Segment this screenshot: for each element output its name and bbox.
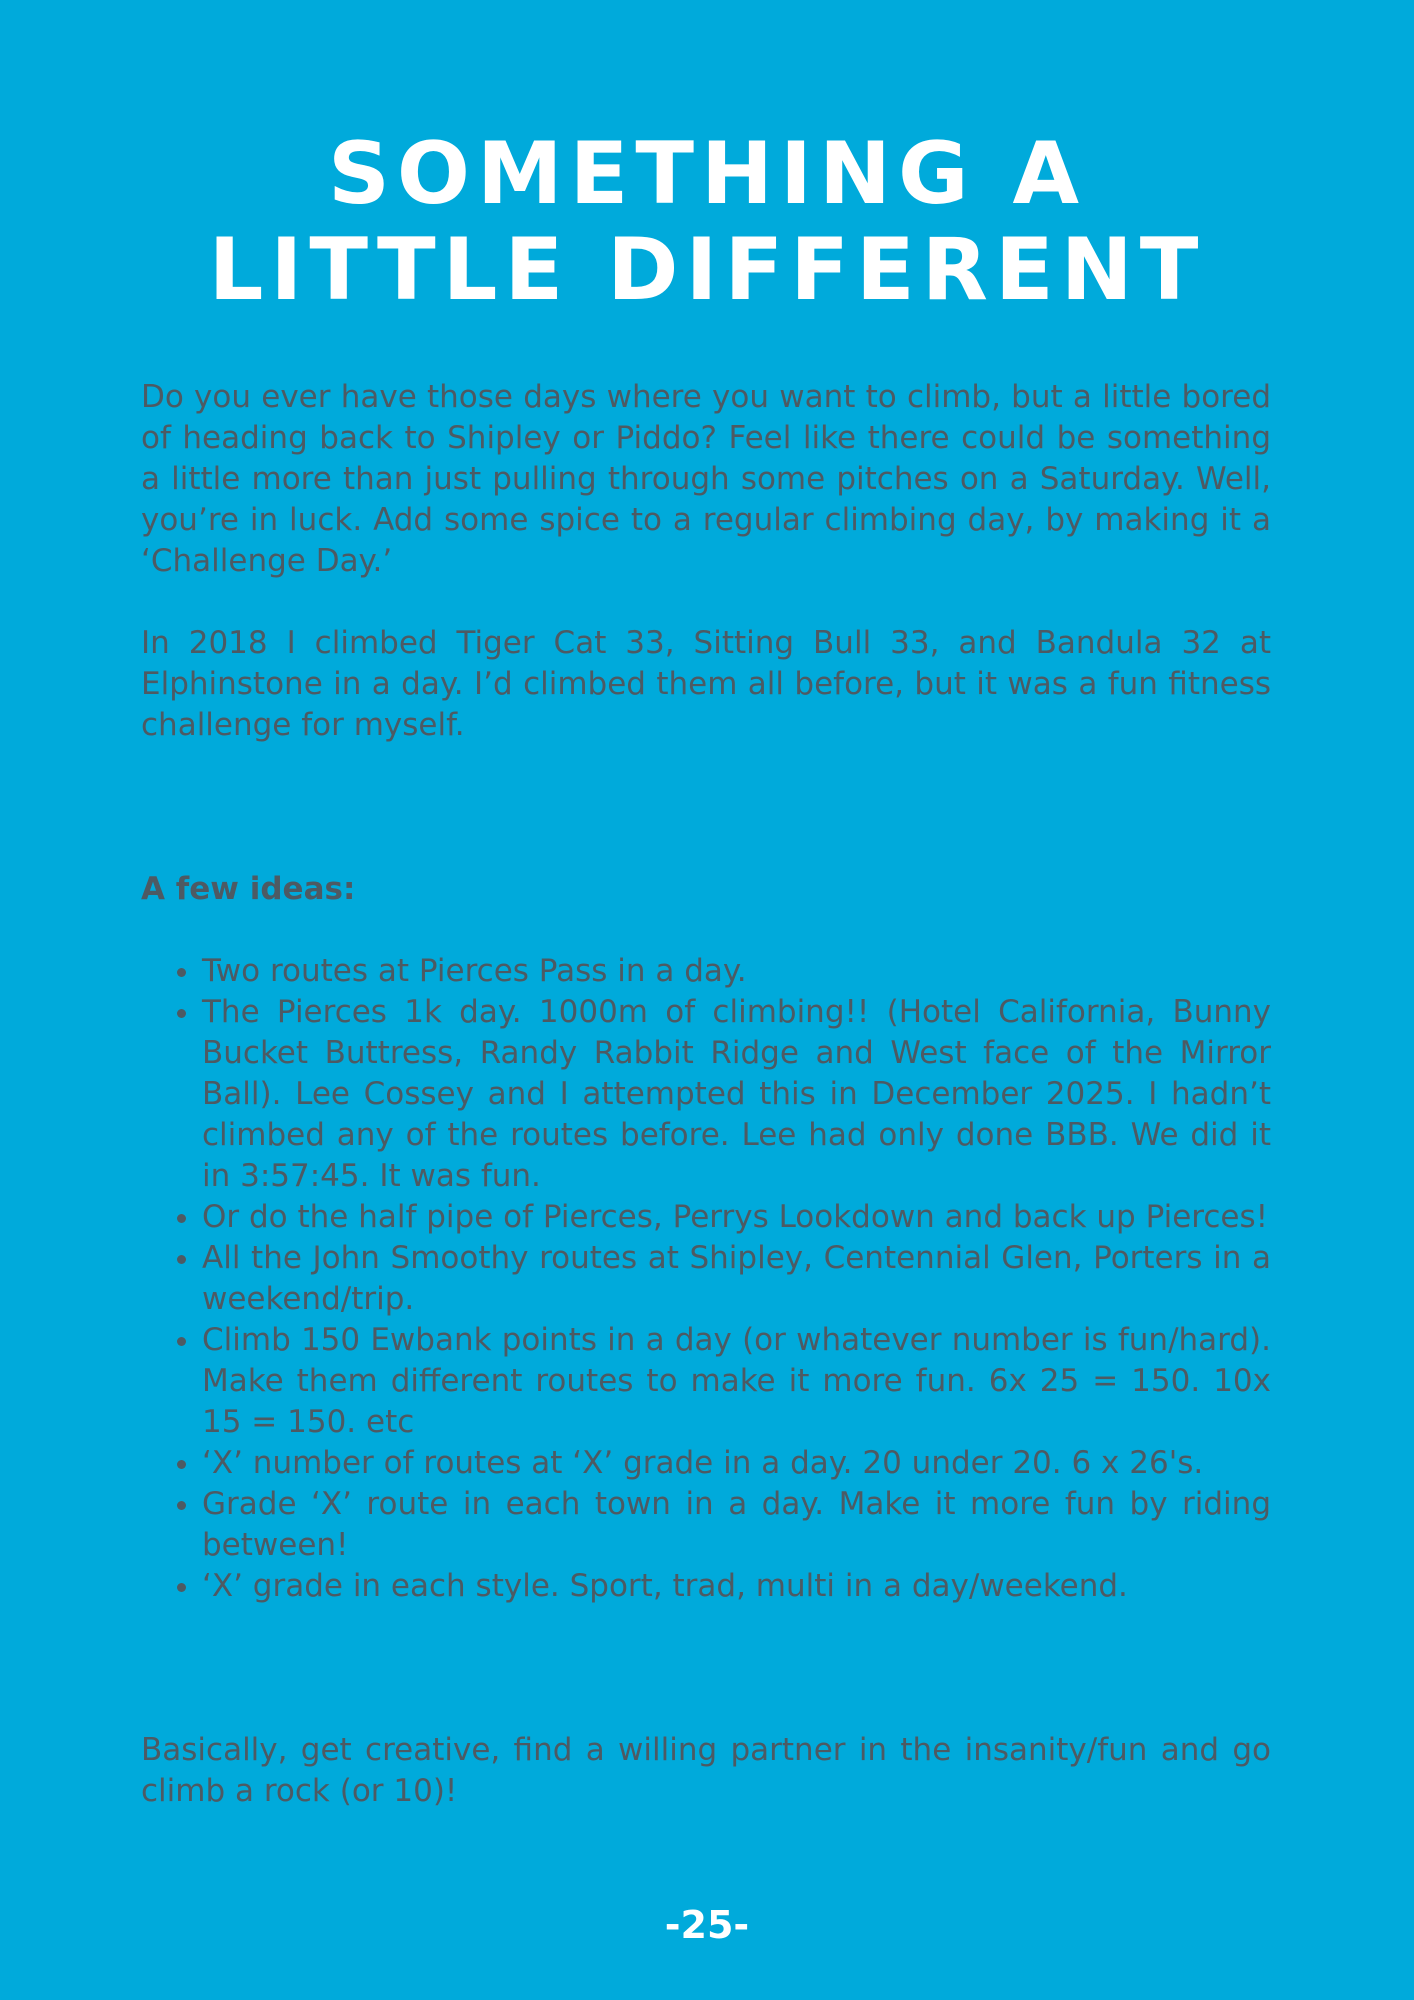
- list-item: • Two routes at Pierces Pass in a day.: [202, 951, 1271, 992]
- page-title-line-2: LITTLE DIFFERENT: [208, 220, 1206, 320]
- intro-paragraph: Do you ever have those days where you want to climb, but a little bored of heading back to Shipley or Piddo? Feel like there could be something a little more than just pulling through some pitches on a Saturday. Well, you’re in luck. Add some spice to a regular climbing day, by making it a ‘Challenge Day.’: [141, 379, 1271, 579]
- page-number: -25-: [664, 1903, 750, 1947]
- ideas-list: [141, 951, 1271, 1607]
- list-item: • The Pierces 1k day. 1000m of climbing!! (Hotel California, Bunny Bucket Buttress, Randy Rabbit Ridge and West face of the Mirror Ball). Lee Cossey and I attempted this in December 2025. I hadn’t climbed any of the routes before. Lee had only done BBB. We did it in 3:57:45. It was fun.: [202, 992, 1271, 1197]
- list-item: • ‘X’ number of routes at ‘X’ grade in a day. 20 under 20. 6 x 26's.: [202, 1443, 1271, 1484]
- challenge-story-paragraph: In 2018 I climbed Tiger Cat 33, Sitting Bull 33, and Bandula 32 at Elphinstone in a day. I’d climbed them all before, but it was a fun fitness challenge for myself.: [141, 625, 1271, 743]
- closing-paragraph: Basically, get creative, find a willing partner in the insanity/fun and go climb a rock (or 10)!: [141, 1732, 1271, 1809]
- ideas-heading: A few ideas:: [141, 871, 356, 907]
- page-title: [0, 126, 1414, 318]
- page-title-line-1: SOMETHING A: [327, 124, 1087, 224]
- list-item: • All the John Smoothy routes at Shipley, Centennial Glen, Porters in a weekend/trip.: [202, 1238, 1271, 1320]
- list-item: • Grade ‘X’ route in each town in a day. Make it more fun by riding between!: [202, 1484, 1271, 1566]
- list-item: • Or do the half pipe of Pierces, Perrys Lookdown and back up Pierces!: [202, 1197, 1271, 1238]
- list-item: • ‘X’ grade in each style. Sport, trad, multi in a day/weekend.: [202, 1566, 1271, 1607]
- list-item: • Climb 150 Ewbank points in a day (or whatever number is fun/hard). Make them different routes to make it more fun. 6x 25 = 150. 10x 15 = 150. etc: [202, 1320, 1271, 1443]
